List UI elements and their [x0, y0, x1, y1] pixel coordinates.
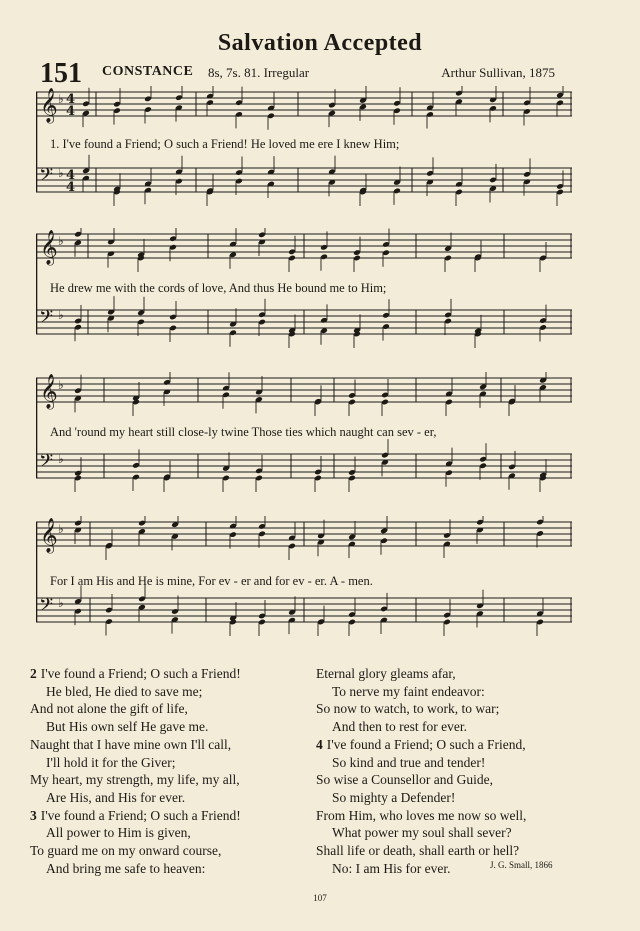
svg-text:𝄞: 𝄞 [40, 88, 58, 123]
verse-text: To nerve my faint endeavor: [332, 683, 485, 699]
svg-text:4: 4 [66, 168, 76, 183]
verse-text: Are His, and His for ever. [46, 789, 186, 805]
svg-text:𝄞: 𝄞 [40, 374, 58, 409]
svg-text:𝄞: 𝄞 [40, 518, 58, 553]
hymn-meter: 8s, 7s. 81. Irregular [208, 65, 310, 80]
verse-line [30, 700, 310, 718]
verse-number: 2 [30, 666, 37, 681]
svg-text:𝄢: 𝄢 [39, 451, 54, 476]
svg-text:4: 4 [66, 104, 76, 119]
music-staff [36, 372, 572, 522]
text-author: J. G. Small, 1866 [490, 860, 553, 870]
verse-line [316, 789, 616, 807]
verse-line [30, 771, 310, 789]
verse-text: Naught that I have mine own I'll call, [30, 736, 232, 752]
svg-text:♭: ♭ [58, 522, 64, 536]
svg-text:♭: ♭ [58, 92, 64, 106]
lyric-line-4: For I am His and He is mine, For ev - er and for ev - er. A - men. [50, 574, 373, 588]
verse-text: He bled, He died to save me; [46, 683, 203, 699]
verse-text: So kind and true and tender! [332, 754, 486, 770]
verse-text: Eternal glory gleams afar, [316, 666, 456, 681]
verse-line [30, 789, 310, 807]
music-staff [36, 86, 572, 236]
verse-text: What power my soul shall sever? [332, 825, 512, 841]
verse-line [316, 842, 616, 860]
verse-line [316, 771, 616, 789]
verse-line [316, 807, 616, 825]
svg-text:♭: ♭ [58, 234, 64, 248]
music-system-4 [36, 516, 572, 666]
verse-text: Shall life or death, shall earth or hell? [316, 843, 520, 859]
verse-text: To guard me on my onward course, [30, 843, 222, 859]
verse-text: I'll hold it for the Giver; [46, 754, 176, 770]
svg-text:♭: ♭ [58, 596, 64, 610]
verse-text: So wise a Counsellor and Guide, [316, 772, 493, 788]
composer: Arthur Sullivan, 1875 [441, 65, 555, 80]
svg-text:♭: ♭ [58, 378, 64, 392]
verse-text: No: I am His for ever. [332, 860, 451, 876]
verse-line [30, 718, 310, 736]
verse-line [30, 754, 310, 772]
verse-text: But His own self He gave me. [46, 719, 209, 735]
verse-line [316, 718, 616, 736]
verse-line [30, 824, 310, 842]
svg-text:4: 4 [66, 92, 76, 107]
verse-number: 3 [30, 807, 37, 823]
verse-text: And then to rest for ever. [332, 719, 467, 735]
svg-text:𝄞: 𝄞 [40, 230, 58, 265]
svg-text:𝄢: 𝄢 [39, 595, 54, 620]
tune-name: CONSTANCE [102, 64, 194, 79]
verse-text: My heart, my strength, my life, my all, [30, 772, 240, 788]
verse-line [30, 860, 310, 878]
page-number: 107 [313, 893, 327, 903]
music-system-3 [36, 372, 572, 522]
verse-line [316, 754, 616, 772]
verse-text: I've found a Friend; O such a Friend! [40, 666, 241, 681]
hymn-title: Salvation Accepted [217, 30, 423, 56]
svg-text:♭: ♭ [58, 308, 64, 322]
verse-line [316, 824, 616, 842]
verse-line [30, 807, 310, 825]
svg-text:♭: ♭ [58, 166, 64, 180]
svg-text:♭: ♭ [58, 452, 64, 466]
lyric-line-1: 1. I've found a Friend; O such a Friend! He loved me ere I knew Him; [50, 137, 400, 151]
music-system-1 [36, 86, 572, 236]
music-system-2 [36, 228, 572, 378]
verse-line [30, 842, 310, 860]
verse-text: So mighty a Defender! [332, 789, 456, 805]
verse-text: And not alone the gift of life, [30, 701, 188, 717]
verse-line [316, 860, 616, 878]
svg-text:𝄢: 𝄢 [39, 307, 54, 332]
verses-left-column [30, 665, 310, 877]
verse-text: From Him, who loves me now so well, [316, 807, 527, 823]
verse-text: I've found a Friend; O such a Friend, [326, 736, 526, 752]
music-staff [36, 228, 572, 378]
music-staff [36, 516, 572, 666]
verse-line [316, 736, 616, 754]
verse-line [316, 665, 616, 683]
hymn-number: 151 [40, 58, 82, 89]
verse-line [30, 736, 310, 754]
verse-text: All power to Him is given, [46, 825, 191, 841]
lyric-line-3: And 'round my heart still close-ly twine Those ties which naught can sev - er, [50, 425, 437, 439]
verse-text: I've found a Friend; O such a Friend! [40, 807, 241, 823]
verse-line [30, 665, 310, 683]
verse-text: So now to watch, to work, to war; [316, 701, 500, 717]
svg-text:𝄢: 𝄢 [39, 165, 54, 190]
verse-number: 4 [316, 736, 323, 752]
verse-line [30, 683, 310, 701]
verses-right-column [316, 665, 616, 877]
lyric-line-2: He drew me with the cords of love, And thus He bound me to Him; [50, 281, 387, 295]
verse-line [316, 683, 616, 701]
svg-text:4: 4 [66, 180, 76, 195]
verse-line [316, 700, 616, 718]
verse-text: And bring me safe to heaven: [46, 860, 206, 876]
